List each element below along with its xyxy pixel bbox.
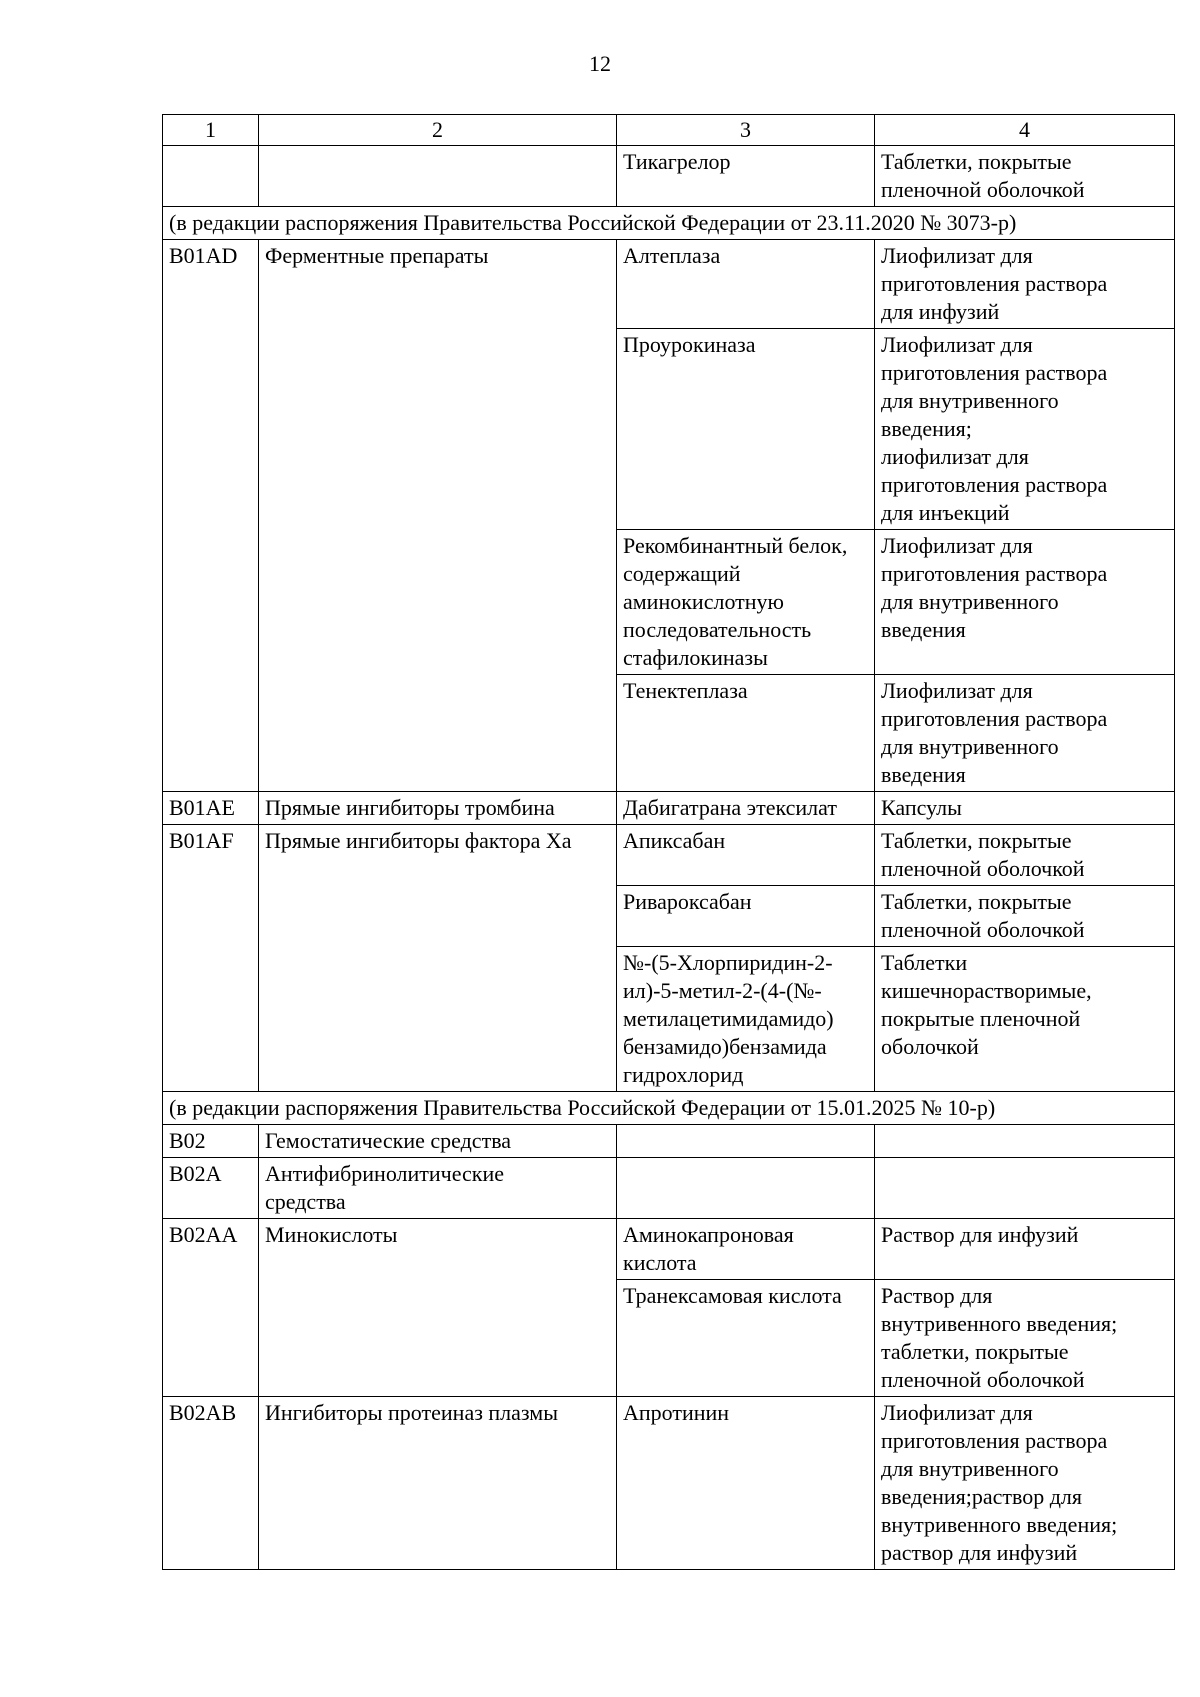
amendment-note: (в редакции распоряжения Правительства Российской Федерации от 15.01.2025 № 10-р): [163, 1092, 1175, 1125]
drug-name-cell: [617, 1219, 875, 1280]
dosage-form-cell: [875, 329, 1175, 530]
atc-code-cell: B01AD: [163, 240, 259, 792]
dosage-form-cell-line: введения;: [881, 416, 972, 441]
dosage-form-cell-line: пленочной оболочкой: [881, 917, 1085, 942]
dosage-form-cell-line: внутривенного введения;: [881, 1512, 1118, 1537]
dosage-form-cell-line: введения: [881, 762, 966, 787]
table-row: [163, 792, 1175, 825]
atc-code-cell: B02: [163, 1125, 259, 1158]
drug-name-cell: Апротинин: [617, 1397, 875, 1570]
drug-name-cell-line: последовательность: [623, 617, 812, 642]
dosage-form-cell-line: Таблетки: [881, 950, 968, 975]
dosage-form-cell: [875, 947, 1175, 1092]
amendment-note-row: [163, 1092, 1175, 1125]
drug-name-cell: [617, 1125, 875, 1158]
drug-name-cell: Ривароксабан: [617, 886, 875, 947]
drug-name-cell: [617, 530, 875, 675]
drug-name-cell-line: гидрохлорид: [623, 1062, 744, 1087]
dosage-form-cell-line: введения;раствор для: [881, 1484, 1083, 1509]
dosage-form-cell: [875, 146, 1175, 207]
drug-name-cell: Тенектеплаза: [617, 675, 875, 792]
dosage-form-cell-line: для внутривенного: [881, 1456, 1059, 1481]
drug-name-cell-line: бензамидо)бензамида: [623, 1034, 827, 1059]
atc-code-cell: B01AE: [163, 792, 259, 825]
dosage-form-cell-line: Таблетки, покрытые: [881, 149, 1072, 174]
pharm-group-cell: Гемостатические средства: [259, 1125, 617, 1158]
dosage-form-cell-line: Лиофилизат для: [881, 533, 1033, 558]
dosage-form-cell-line: Раствор для: [881, 1283, 993, 1308]
drug-name-cell: Тикагрелор: [617, 146, 875, 207]
table-row: [163, 1219, 1175, 1280]
drug-name-cell-line: аминокислотную: [623, 589, 784, 614]
drug-name-cell: Дабигатрана этексилат: [617, 792, 875, 825]
drug-list-table: [162, 114, 1175, 1570]
dosage-form-cell-line: для инъекций: [881, 500, 1010, 525]
dosage-form-cell-line: приготовления раствора: [881, 1428, 1108, 1453]
column-header: 2: [259, 115, 617, 146]
pharm-group-cell: [259, 146, 617, 207]
dosage-form-cell-line: оболочкой: [881, 1034, 979, 1059]
dosage-form-cell-line: для внутривенного: [881, 734, 1059, 759]
pharm-group-cell: Прямые ингибиторы тромбина: [259, 792, 617, 825]
dosage-form-cell-line: лиофилизат для: [881, 444, 1029, 469]
drug-name-cell-line: кислота: [623, 1250, 697, 1275]
dosage-form-cell-line: кишечнорастворимые,: [881, 978, 1092, 1003]
pharm-group-cell: [259, 1158, 617, 1219]
dosage-form-cell-line: Таблетки, покрытые: [881, 889, 1072, 914]
dosage-form-cell: [875, 240, 1175, 329]
dosage-form-cell: [875, 886, 1175, 947]
column-header: 4: [875, 115, 1175, 146]
drug-name-cell-line: содержащий: [623, 561, 741, 586]
drug-name-cell: Алтеплаза: [617, 240, 875, 329]
dosage-form-cell-line: Лиофилизат для: [881, 243, 1033, 268]
dosage-form-cell-line: Лиофилизат для: [881, 678, 1033, 703]
dosage-form-cell-line: покрытые пленочной: [881, 1006, 1081, 1031]
table-row: [163, 1397, 1175, 1570]
drug-name-cell: [617, 947, 875, 1092]
dosage-form-cell: [875, 792, 1175, 825]
dosage-form-cell: [875, 1280, 1175, 1397]
table-row: [163, 825, 1175, 886]
drug-name-cell: Проурокиназа: [617, 329, 875, 530]
dosage-form-cell-line: пленочной оболочкой: [881, 177, 1085, 202]
dosage-form-cell-line: Лиофилизат для: [881, 1400, 1033, 1425]
dosage-form-cell-line: приготовления раствора: [881, 271, 1108, 296]
dosage-form-cell-line: Капсулы: [881, 795, 962, 820]
drug-name-cell: [617, 1158, 875, 1219]
drug-name-cell-line: стафилокиназы: [623, 645, 768, 670]
pharm-group-cell: Прямые ингибиторы фактора Ха: [259, 825, 617, 1092]
dosage-form-cell-line: таблетки, покрытые: [881, 1339, 1069, 1364]
drug-name-cell: Транексамовая кислота: [617, 1280, 875, 1397]
dosage-form-cell-line: для внутривенного: [881, 589, 1059, 614]
dosage-form-cell: [875, 1219, 1175, 1280]
dosage-form-cell: [875, 530, 1175, 675]
dosage-form-cell-line: Раствор для инфузий: [881, 1222, 1079, 1247]
dosage-form-cell: [875, 675, 1175, 792]
drug-name-cell-line: Аминокапроновая: [623, 1222, 794, 1247]
drug-name-cell-line: №-(5-Хлорпиридин-2-: [623, 950, 833, 975]
dosage-form-cell-line: пленочной оболочкой: [881, 1367, 1085, 1392]
pharm-group-cell: Ингибиторы протеиназ плазмы: [259, 1397, 617, 1570]
table-row: [163, 1125, 1175, 1158]
drug-name-cell-line: Рекомбинантный белок,: [623, 533, 848, 558]
atc-code-cell: B02AB: [163, 1397, 259, 1570]
dosage-form-cell-line: внутривенного введения;: [881, 1311, 1118, 1336]
dosage-form-cell: [875, 1125, 1175, 1158]
pharm-group-cell: Минокислоты: [259, 1219, 617, 1397]
drug-name-cell: Апиксабан: [617, 825, 875, 886]
column-header: 3: [617, 115, 875, 146]
dosage-form-cell: [875, 1158, 1175, 1219]
drug-name-cell-line: метилацетимидамидо): [623, 1006, 834, 1031]
table-row: [163, 240, 1175, 329]
dosage-form-cell-line: приготовления раствора: [881, 360, 1108, 385]
dosage-form-cell-line: приготовления раствора: [881, 706, 1108, 731]
table-row: [163, 146, 1175, 207]
dosage-form-cell-line: раствор для инфузий: [881, 1540, 1078, 1565]
drug-name-cell-line: ил)-5-метил-2-(4-(№-: [623, 978, 822, 1003]
dosage-form-cell-line: пленочной оболочкой: [881, 856, 1085, 881]
atc-code-cell: B02AA: [163, 1219, 259, 1397]
pharm-group-cell-line: Антифибринолитические: [265, 1161, 505, 1186]
dosage-form-cell-line: для инфузий: [881, 299, 1000, 324]
table-header-row: [163, 115, 1175, 146]
dosage-form-cell-line: приготовления раствора: [881, 561, 1108, 586]
dosage-form-cell-line: Таблетки, покрытые: [881, 828, 1072, 853]
dosage-form-cell-line: введения: [881, 617, 966, 642]
dosage-form-cell-line: для внутривенного: [881, 388, 1059, 413]
dosage-form-cell-line: Лиофилизат для: [881, 332, 1033, 357]
atc-code-cell: B02A: [163, 1158, 259, 1219]
page-number: 12: [589, 51, 611, 76]
pharm-group-cell: Ферментные препараты: [259, 240, 617, 792]
atc-code-cell: [163, 146, 259, 207]
column-header: 1: [163, 115, 259, 146]
pharm-group-cell-line: средства: [265, 1189, 346, 1214]
table-row: [163, 1158, 1175, 1219]
dosage-form-cell: [875, 1397, 1175, 1570]
atc-code-cell: B01AF: [163, 825, 259, 1092]
amendment-note-row: [163, 207, 1175, 240]
dosage-form-cell-line: приготовления раствора: [881, 472, 1108, 497]
amendment-note: (в редакции распоряжения Правительства Российской Федерации от 23.11.2020 № 3073-р): [163, 207, 1175, 240]
dosage-form-cell: [875, 825, 1175, 886]
